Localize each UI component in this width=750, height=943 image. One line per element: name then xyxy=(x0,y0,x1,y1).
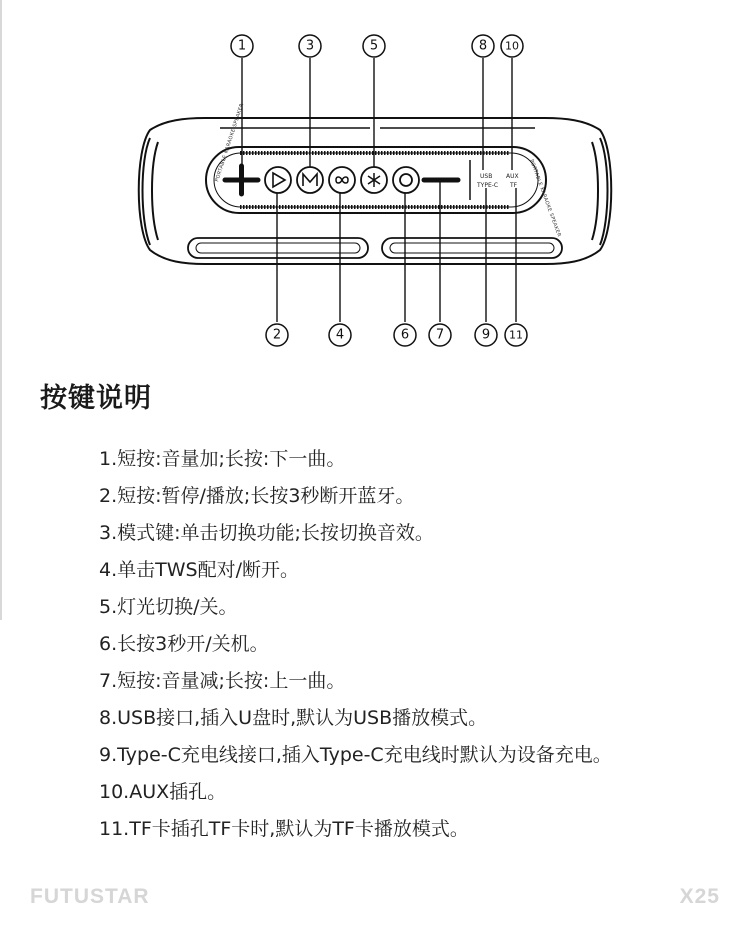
instruction-item: 10.AUX插孔。 xyxy=(99,781,227,803)
callout-7: 7 xyxy=(435,327,445,343)
instruction-list xyxy=(99,441,612,848)
instruction-item: 11.TF卡插孔TF卡时,默认为TF卡播放模式。 xyxy=(99,818,469,840)
callout-1: 1 xyxy=(237,38,247,54)
instruction-item: 8.USB接口,插入U盘时,默认为USB播放模式。 xyxy=(99,707,488,729)
mode-button xyxy=(297,167,323,193)
instruction-item: 4.单击TWS配对/断开。 xyxy=(99,559,299,581)
callout-leader-lines xyxy=(242,58,516,322)
power-button xyxy=(393,167,419,193)
callout-3: 3 xyxy=(305,38,315,54)
callout-10: 10 xyxy=(505,39,519,53)
instruction-item: 1.短按:音量加;长按:下一曲。 xyxy=(99,448,346,470)
play-pause-button xyxy=(265,167,291,193)
callout-4: 4 xyxy=(335,327,345,343)
brand-name: FUTUSTAR xyxy=(30,885,150,908)
tf-port-label: TF xyxy=(510,182,518,189)
instruction-item: 3.模式键:单击切换功能;长按切换音效。 xyxy=(99,522,434,544)
callout-9: 9 xyxy=(481,327,491,343)
model-number: X25 xyxy=(679,885,720,908)
ring-text-left: PORTABLE KARAOKE SPEAKER xyxy=(214,102,246,183)
instruction-item: 7.短按:音量减;长按:上一曲。 xyxy=(99,670,346,692)
usb-port-label: USB xyxy=(480,173,493,180)
aux-port-label: AUX xyxy=(506,173,519,180)
section-title: 按键说明 xyxy=(40,383,152,414)
instruction-item: 6.长按3秒开/关机。 xyxy=(99,633,269,655)
type-c-port-label: TYPE-C xyxy=(477,182,499,189)
speaker-button-diagram xyxy=(0,0,750,360)
instruction-item: 9.Type-C充电线接口,插入Type-C充电线时默认为设备充电。 xyxy=(99,744,612,766)
ring-text-right: PORTABLE KARAOKE SPEAKER xyxy=(528,158,562,238)
instruction-item: 5.灯光切换/关。 xyxy=(99,596,238,618)
instruction-item: 2.短按:暂停/播放;长按3秒断开蓝牙。 xyxy=(99,485,415,507)
callout-2: 2 xyxy=(272,327,282,343)
callout-11: 11 xyxy=(509,328,523,342)
callout-8: 8 xyxy=(478,38,488,54)
volume-up-button xyxy=(225,166,258,194)
callout-6: 6 xyxy=(400,327,410,343)
tws-button xyxy=(329,167,355,193)
callout-5: 5 xyxy=(369,38,379,54)
light-button xyxy=(361,167,387,193)
